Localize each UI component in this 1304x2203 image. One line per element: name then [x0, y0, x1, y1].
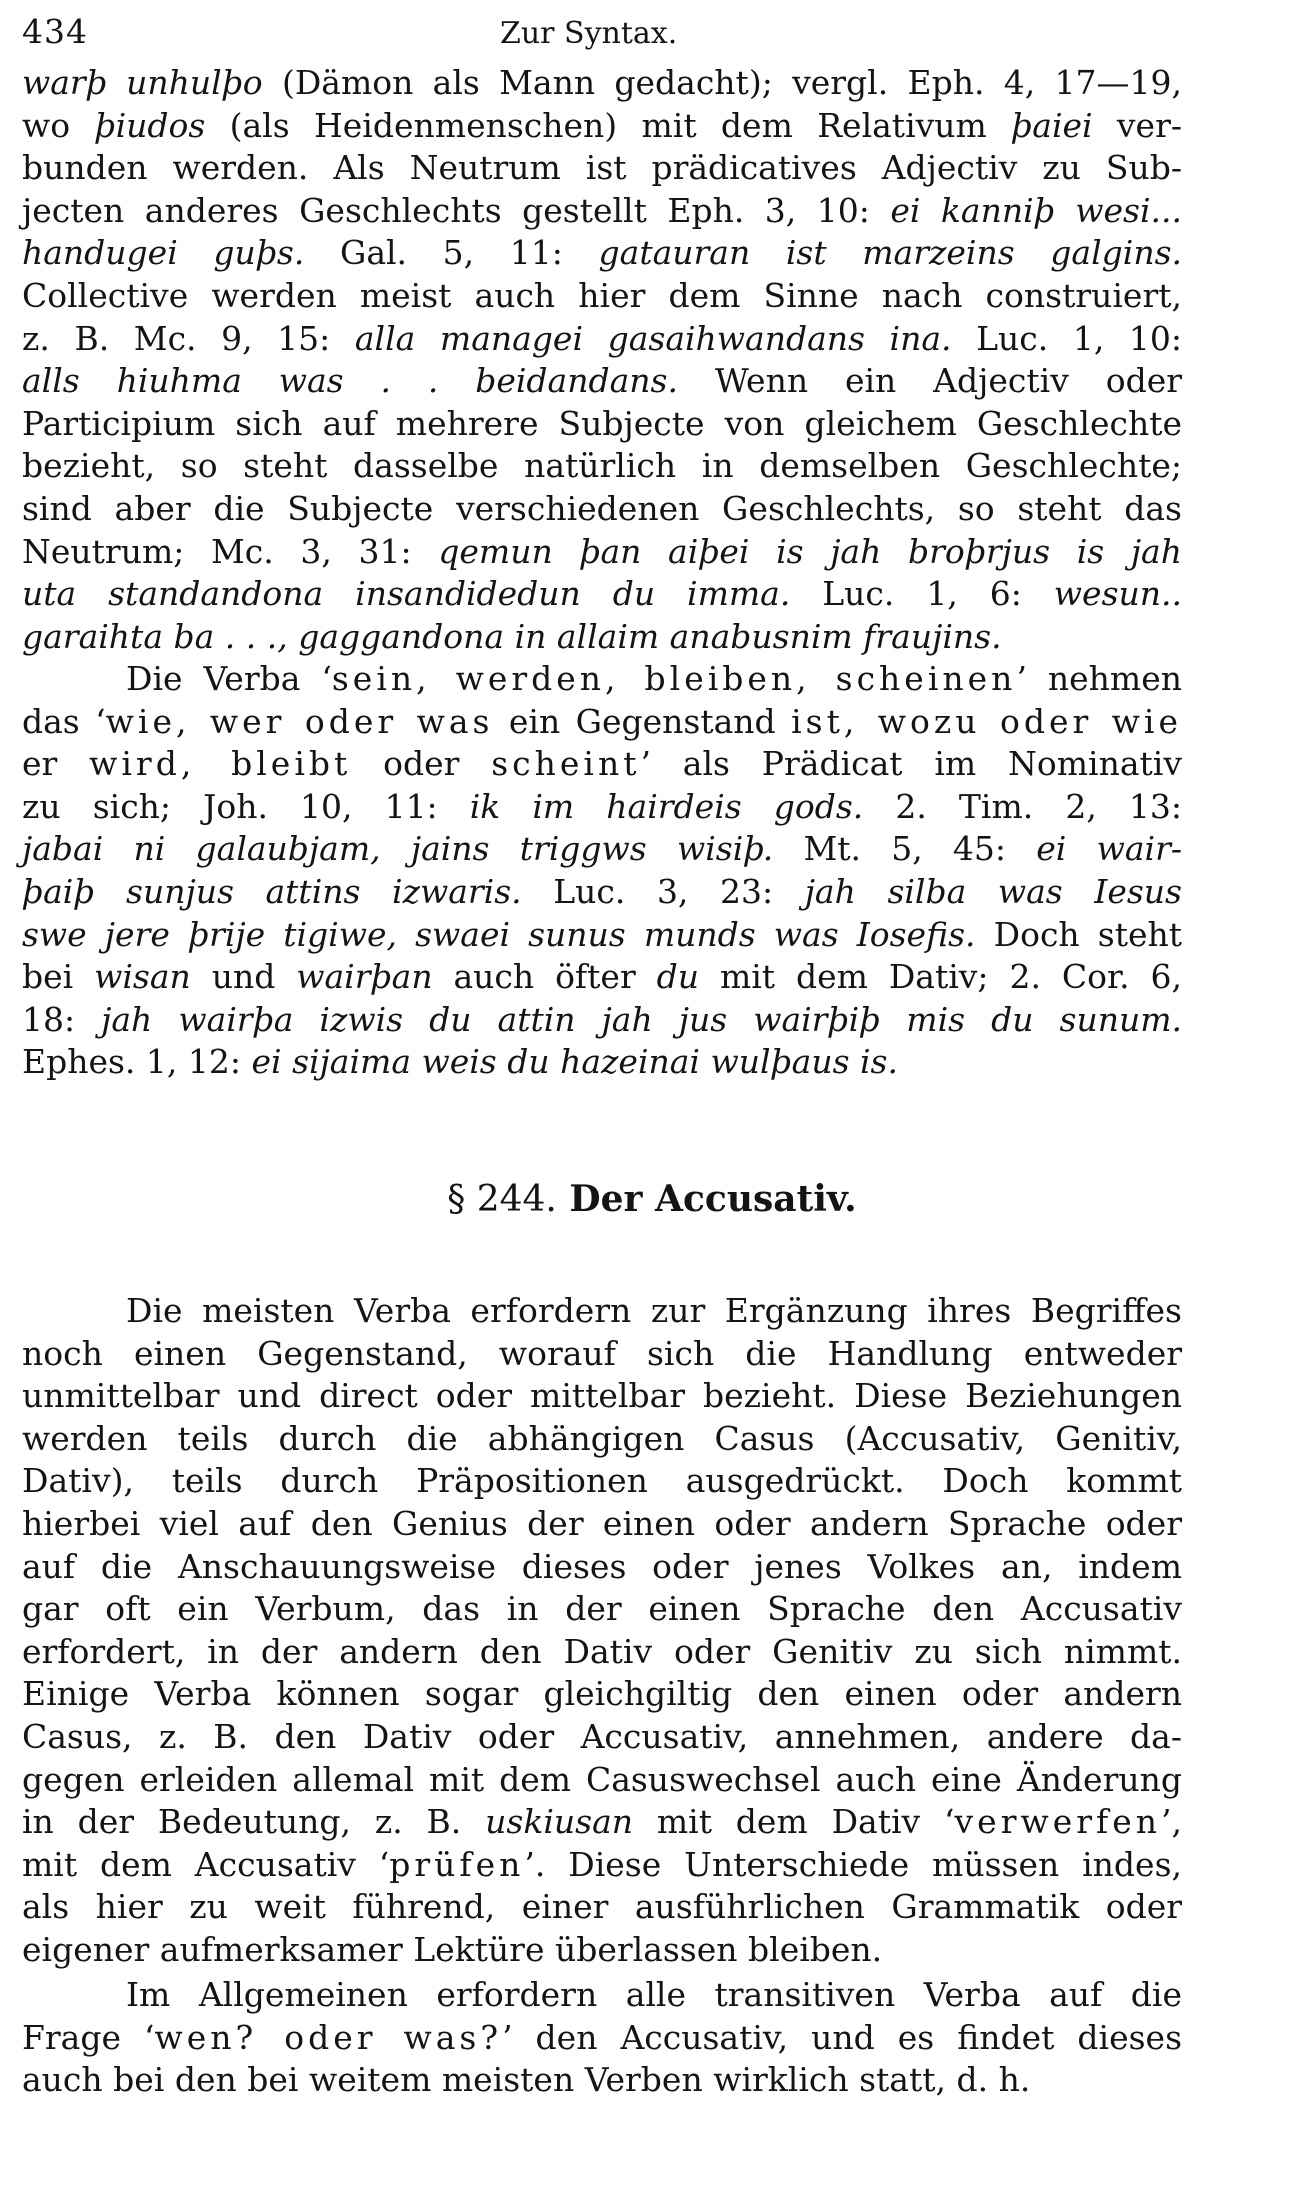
text-run: Wenn ein Adjectiv oder: [677, 361, 1183, 401]
text-run: sind aber die Subjecte verschiedenen Geschlechts, so steht das: [22, 488, 1182, 528]
gothic-citation: wairþan: [296, 957, 433, 997]
text-line: [22, 956, 1182, 999]
text-line: [22, 1041, 1182, 1084]
text-line: [22, 1759, 1182, 1802]
text-run: Gal. 5, 11:: [304, 233, 599, 273]
text-run: Participium sich auf mehrere Subjecte von gleichem Geschlechte: [22, 403, 1182, 443]
text-run: Ephes. 1, 12:: [22, 1042, 252, 1082]
text-run: noch einen Gegenstand, worauf sich die Handlung entweder: [22, 1333, 1182, 1373]
gothic-citation: þaiþ sunjus attins izwaris.: [22, 871, 522, 911]
spaced-emphasis: ist, wozu oder wie: [791, 701, 1182, 741]
text-line: [22, 1929, 1182, 1972]
spaced-emphasis: prüfen: [389, 1844, 525, 1884]
text-run: eigener aufmerksamer Lektüre überlassen bleiben.: [22, 1929, 883, 1969]
text-run: das ‘: [22, 701, 106, 741]
text-line: [22, 1974, 1182, 2017]
gothic-citation: þaiei: [1011, 105, 1093, 145]
running-head: Zur Syntax.: [500, 16, 678, 51]
gothic-citation: warþ unhulþo: [22, 63, 263, 102]
gothic-citation: alls hiuhma was . . beidandans.: [22, 361, 678, 401]
text-run: Frage ‘: [22, 2017, 155, 2057]
section-number: § 244.: [447, 1179, 557, 1220]
text-run: 2. Tim. 2, 13:: [863, 786, 1182, 826]
spaced-emphasis: scheint: [491, 744, 641, 784]
text-run: Im Allgemeinen erfordern alle transitiven Verba auf die: [126, 1975, 1182, 2014]
text-line: [22, 1801, 1182, 1844]
text-run: gar oft ein Verbum, das in der einen Sprache den Accusativ: [22, 1589, 1182, 1629]
text-line: [22, 360, 1182, 403]
text-run: mit dem Dativ; 2. Cor. 6,: [699, 957, 1182, 997]
text-run: in der Bedeutung, z. B.: [22, 1802, 486, 1842]
text-run: mit dem Dativ ‘: [633, 1802, 955, 1842]
text-run: zu sich; Joh. 10, 11:: [22, 786, 470, 826]
gothic-citation: ik im hairdeis gods.: [469, 786, 864, 826]
text-run: gegen erleiden allemal mit dem Casuswechsel auch eine Änderung: [22, 1759, 1182, 1799]
text-run: bei: [22, 957, 95, 997]
text-run: Casus, z. B. den Dativ oder Accusativ, annehmen, andere da-: [22, 1716, 1182, 1756]
text-line: [22, 1546, 1182, 1589]
text-run: ’,: [1161, 1802, 1183, 1842]
text-line: [22, 445, 1182, 488]
gothic-citation: jah silba was Iesus: [804, 871, 1182, 911]
gothic-citation: wesun..: [1053, 574, 1182, 614]
text-run: Luc. 1, 10:: [951, 318, 1183, 358]
text-line: [22, 1716, 1182, 1759]
text-line: [22, 275, 1182, 318]
text-line: [22, 147, 1182, 190]
text-line: [22, 914, 1182, 957]
text-run: z. B. Mc. 9, 15:: [22, 318, 355, 358]
gothic-citation: wisan: [94, 957, 191, 997]
text-run: auch bei den bei weitem meisten Verben wirklich statt, d. h.: [22, 2060, 1031, 2100]
gothic-citation: swe jere þrije tigiwe, swaei sunus munds was Iosefis.: [22, 914, 976, 954]
text-line: [22, 190, 1182, 233]
text-run: (als Heidenmenschen) mit dem Relativum: [205, 105, 1012, 145]
gothic-citation: þiudos: [94, 105, 206, 145]
text-line: [22, 2059, 1182, 2102]
text-run: auf die Anschauungsweise dieses oder jenes Volkes an, indem: [22, 1546, 1182, 1586]
text-line: [22, 1460, 1182, 1503]
text-line: [22, 531, 1182, 574]
text-run: ein Gegenstand: [493, 701, 792, 741]
text-line: [22, 318, 1182, 361]
text-run: ’. Diese Unterschiede müssen indes,: [524, 1844, 1182, 1884]
text-run: als hier zu weit führend, einer ausführlichen Grammatik oder: [22, 1887, 1182, 1927]
text-run: und: [190, 957, 297, 997]
text-run: wo: [22, 105, 95, 145]
text-run: ’ nehmen: [1016, 659, 1183, 698]
text-line: [22, 488, 1182, 531]
gothic-citation: gatauran ist marzeins galgins.: [598, 233, 1182, 273]
gothic-citation: qemun þan aiþei is jah broþrjus is jah: [438, 531, 1182, 571]
text-line: [22, 701, 1182, 744]
spaced-emphasis: wen? oder was?: [154, 2017, 503, 2057]
gothic-citation: jabai ni galaubjam, jains triggws wisiþ.: [22, 829, 774, 869]
gothic-citation: uskiusan: [485, 1802, 634, 1842]
paragraph-4: [22, 1974, 1182, 2102]
text-line: [22, 2017, 1182, 2060]
text-line: [22, 1631, 1182, 1674]
text-run: jecten anderes Geschlechts gestellt Eph. 3, 10:: [22, 190, 891, 230]
text-run: (Dämon als Mann gedacht); vergl. Eph. 4, 17—19,: [262, 63, 1182, 102]
text-run: ’ den Accusativ, und es findet dieses: [502, 2017, 1183, 2057]
text-line: [22, 616, 1182, 659]
text-line: [22, 1588, 1182, 1631]
text-line: [22, 232, 1182, 275]
text-run: ’ als Prädicat im Nominativ: [640, 744, 1182, 784]
spaced-emphasis: wie, wer oder was: [105, 701, 494, 741]
gothic-citation: ei sijaima weis du hazeinai wulþaus is.: [251, 1042, 898, 1082]
text-run: Collective werden meist auch hier dem Sinne nach construiert,: [22, 275, 1182, 315]
gothic-citation: uta standandona insandidedun du imma.: [22, 574, 791, 614]
page-number: 434: [22, 12, 88, 51]
gothic-citation: ei wair-: [1036, 829, 1182, 869]
text-run: Luc. 1, 6:: [790, 574, 1054, 614]
section-title: Der Accusativ.: [569, 1178, 857, 1220]
paragraph-2: [22, 658, 1182, 1084]
spaced-emphasis: sein, werden, bleiben, scheinen: [331, 659, 1017, 698]
text-run: Doch steht: [975, 914, 1183, 954]
text-line: [22, 1503, 1182, 1546]
text-line: [22, 743, 1182, 786]
gothic-citation: handugei guþs.: [22, 233, 305, 273]
text-run: Die meisten Verba erfordern zur Ergänzung ihres Begriffes: [126, 1291, 1182, 1330]
text-run: bezieht, so steht dasselbe natürlich in demselben Geschlechte;: [22, 446, 1182, 486]
text-line: [22, 1886, 1182, 1929]
text-line: [22, 786, 1182, 829]
text-line: [22, 1290, 1182, 1333]
text-line: [22, 999, 1182, 1042]
gothic-citation: du: [656, 957, 700, 997]
text-run: auch öfter: [432, 957, 657, 997]
text-line: [22, 1418, 1182, 1461]
text-run: werden teils durch die abhängigen Casus (Accusativ, Genitiv,: [22, 1418, 1182, 1458]
text-run: Die Verba ‘: [126, 659, 332, 698]
text-run: Dativ), teils durch Präpositionen ausgedrückt. Doch kommt: [22, 1461, 1182, 1501]
text-run: Neutrum; Mc. 3, 31:: [22, 531, 439, 571]
text-line: [22, 1375, 1182, 1418]
section-heading: [0, 1178, 1304, 1220]
text-line: [22, 1333, 1182, 1376]
text-run: er: [22, 744, 90, 784]
text-line: [22, 658, 1182, 701]
paragraph-3: [22, 1290, 1182, 1972]
text-run: Einige Verba können sogar gleichgiltig den einen oder andern: [22, 1674, 1182, 1714]
text-run: bunden werden. Als Neutrum ist prädicatives Adjectiv zu Sub-: [22, 148, 1182, 188]
spaced-emphasis: wird, bleibt: [89, 744, 352, 784]
gothic-citation: jah wairþa izwis du attin jah jus wairþiþ mis du sunum.: [101, 999, 1182, 1039]
page-header: [22, 12, 1182, 64]
text-line: [22, 62, 1182, 105]
text-line: [22, 1844, 1182, 1887]
text-line: [22, 573, 1182, 616]
text-line: [22, 1673, 1182, 1716]
text-run: mit dem Accusativ ‘: [22, 1844, 390, 1884]
text-run: ver-: [1092, 105, 1183, 145]
text-line: [22, 828, 1182, 871]
gothic-citation: garaihta ba . . ., gaggandona in allaim anabusnim fraujins.: [22, 616, 1002, 656]
text-run: hierbei viel auf den Genius der einen oder andern Sprache oder: [22, 1503, 1182, 1543]
gothic-citation: ei kanniþ wesi...: [890, 190, 1182, 230]
gothic-citation: alla managei gasaihwandans ina.: [354, 318, 952, 358]
text-run: Mt. 5, 45:: [773, 829, 1037, 869]
spaced-emphasis: verwerfen: [954, 1802, 1162, 1842]
text-line: [22, 871, 1182, 914]
text-line: [22, 403, 1182, 446]
text-run: Luc. 3, 23:: [521, 871, 805, 911]
text-line: [22, 105, 1182, 148]
text-run: oder: [351, 744, 492, 784]
text-run: 18:: [22, 999, 102, 1039]
text-run: unmittelbar und direct oder mittelbar bezieht. Diese Beziehungen: [22, 1376, 1182, 1416]
paragraph-1: [22, 62, 1182, 658]
text-run: erfordert, in der andern den Dativ oder Genitiv zu sich nimmt.: [22, 1631, 1182, 1671]
